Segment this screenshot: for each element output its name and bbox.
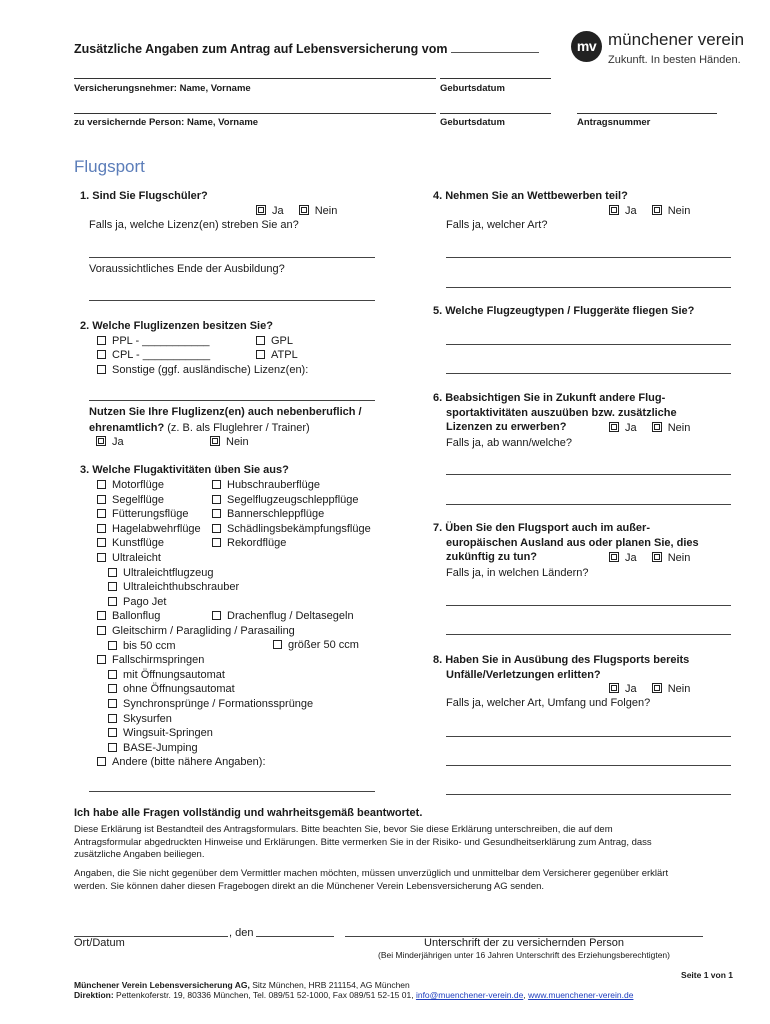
footer-company: Münchener Verein Lebensversicherung AG, Sitz München, HRB 211154, AG München — [74, 980, 410, 990]
q1-end-field[interactable] — [89, 300, 375, 301]
q2-other-field[interactable] — [89, 400, 375, 401]
q5-question: 5. Welche Flugzeugtypen / Fluggeräte fliegen Sie? — [433, 305, 695, 317]
q6-field-1[interactable] — [446, 474, 731, 475]
q3-option[interactable]: Kunstflüge — [97, 536, 313, 551]
application-number-label: Antragsnummer — [577, 117, 651, 128]
q8-followup: Falls ja, welcher Art, Umfang und Folgen? — [446, 697, 651, 709]
q6-question: 6. Beabsichtigen Sie in Zukunft andere Flug- sportaktivitäten auszuüben bzw. zusätzliche Lizenzen zu erwerben? — [433, 392, 677, 434]
section-title: Flugsport — [74, 157, 145, 176]
q3-option[interactable]: Segelflugzeugschleppflüge — [212, 493, 371, 508]
q3-option[interactable]: Wingsuit-Springen — [97, 726, 313, 741]
mv-logo-icon: mv — [571, 31, 602, 62]
q4-followup: Falls ja, welcher Art? — [446, 219, 548, 231]
q6-no-checkbox[interactable] — [652, 422, 662, 432]
q4-no-checkbox[interactable] — [652, 205, 662, 215]
q1-question: 1. Sind Sie Flugschüler? — [80, 190, 208, 202]
q3-option[interactable]: Ballonflug — [97, 609, 313, 624]
form-title: Zusätzliche Angaben zum Antrag auf Lebensversicherung vom — [74, 42, 539, 56]
q4-options: Ja Nein — [609, 204, 690, 219]
q3-over50[interactable]: größer 50 ccm — [273, 638, 359, 653]
q4-question: 4. Nehmen Sie an Wettbewerben teil? — [433, 190, 628, 202]
q5-field-1[interactable] — [446, 344, 731, 345]
q3-option[interactable]: Segelflüge — [97, 493, 313, 508]
q7-followup: Falls ja, in welchen Ländern? — [446, 567, 589, 579]
q8-field-3[interactable] — [446, 794, 731, 795]
q1-yes-checkbox[interactable] — [256, 205, 266, 215]
insured-label: zu versichernde Person: Name, Vorname — [74, 117, 259, 128]
q3-option[interactable]: mit Öffnungsautomat — [97, 668, 313, 683]
website-link[interactable]: www.muenchener-verein.de — [528, 990, 634, 1000]
q4-yes-checkbox[interactable] — [609, 205, 619, 215]
q6-followup: Falls ja, ab wann/welche? — [446, 437, 572, 449]
q2-side-yes[interactable]: Ja — [96, 435, 124, 450]
birthdate2-label: Geburtsdatum — [440, 117, 505, 128]
q3-other-field[interactable] — [89, 791, 375, 792]
q8-field-2[interactable] — [446, 765, 731, 766]
q2-side-no[interactable]: Nein — [210, 435, 249, 450]
q7-question: 7. Üben Sie den Flugsport auch im außer- europäischen Ausland aus oder planen Sie, dies zukünftig zu tun? — [433, 522, 699, 564]
q3-option[interactable]: Synchronsprünge / Formationssprünge — [97, 697, 313, 712]
q8-yes-checkbox[interactable] — [609, 683, 619, 693]
q3-option[interactable]: bis 50 ccm — [97, 639, 313, 654]
q8-question: 8. Haben Sie in Ausübung des Flugsports bereits Unfälle/Verletzungen erlitten? — [433, 654, 690, 681]
q1-no-checkbox[interactable] — [299, 205, 309, 215]
q3-option[interactable]: Motorflüge — [97, 478, 313, 493]
q7-options: Ja Nein — [609, 551, 690, 566]
q7-field-2[interactable] — [446, 634, 731, 635]
policyholder-name-field[interactable] — [74, 78, 436, 79]
policyholder-birthdate-field[interactable] — [440, 78, 551, 79]
q3-question: 3. Welche Flugaktivitäten üben Sie aus? — [80, 464, 289, 476]
q3-hang[interactable]: Drachenflug / Deltasegeln — [212, 609, 354, 624]
q3-option[interactable]: Ultraleicht — [97, 551, 313, 566]
q8-field-1[interactable] — [446, 736, 731, 737]
q3-option[interactable]: Hubschrauberflüge — [212, 478, 371, 493]
declaration-heading: Ich habe alle Fragen vollständig und wahrheitsgemäß beantwortet. — [74, 807, 423, 819]
footer-direction: Direktion: Pettenkoferstr. 19, 80336 München, Tel. 089/51 52-1000, Fax 089/51 52-15 01, info@muenchener-verein.de, www.muenchener-verein.de — [74, 990, 634, 1000]
q7-yes-checkbox[interactable] — [609, 552, 619, 562]
q2-gpl[interactable]: GPL — [256, 334, 293, 349]
q3-option[interactable]: Rekordflüge — [212, 536, 371, 551]
q3-option[interactable]: Schädlingsbekämpfungsflüge — [212, 522, 371, 537]
email-link[interactable]: info@muenchener-verein.de — [415, 990, 524, 1000]
q4-field-1[interactable] — [446, 257, 731, 258]
q2-side-q1: Nutzen Sie Ihre Fluglizenz(en) auch nebenberuflich / — [89, 406, 362, 418]
date-field[interactable] — [256, 936, 334, 937]
declaration-paragraph-1: Diese Erklärung ist Bestandteil des Antragsformulars. Bitte beachten Sie, bevor Sie diese Erklärung unterschreiben, die auf dem Antragsformular abgedruckten Hinweise und Erklärungen. Bitte vermerken Sie in der Risiko- und Gesundheitserklärung zum Antrag, dass zusätzliche Angaben beiliegen. — [74, 824, 652, 860]
q3-option[interactable]: Skysurfen — [97, 712, 313, 727]
logo-tagline: Zukunft. In besten Händen. — [608, 54, 741, 66]
insured-birthdate-field[interactable] — [440, 113, 551, 114]
q1-followup: Falls ja, welche Lizenz(en) streben Sie an? — [89, 219, 299, 231]
q3-option[interactable]: Pago Jet — [97, 595, 313, 610]
q3-option[interactable]: Ultraleichtflugzeug — [97, 566, 313, 581]
q3-option[interactable]: Fütterungsflüge — [97, 507, 313, 522]
application-number-field[interactable] — [577, 113, 717, 114]
q3-option[interactable]: Andere (bitte nähere Angaben): — [97, 755, 313, 770]
q8-no-checkbox[interactable] — [652, 683, 662, 693]
q2-ppl[interactable]: PPL - ___________ — [97, 334, 209, 349]
q1-license-field[interactable] — [89, 257, 375, 258]
policyholder-label: Versicherungsnehmer: Name, Vorname — [74, 83, 251, 94]
q3-option[interactable]: BASE-Jumping — [97, 741, 313, 756]
q5-field-2[interactable] — [446, 373, 731, 374]
q6-options: Ja Nein — [609, 421, 690, 436]
q7-field-1[interactable] — [446, 605, 731, 606]
q4-field-2[interactable] — [446, 287, 731, 288]
q3-option[interactable]: Bannerschleppflüge — [212, 507, 371, 522]
place-date-label: Ort/Datum — [74, 937, 125, 949]
signature-label: Unterschrift der zu versichernden Person — [424, 937, 624, 949]
date-field[interactable] — [451, 42, 539, 53]
q6-yes-checkbox[interactable] — [609, 422, 619, 432]
q3-option[interactable]: Fallschirmspringen — [97, 653, 313, 668]
q3-option[interactable]: Ultraleichthubschrauber — [97, 580, 313, 595]
q3-option[interactable]: ohne Öffnungsautomat — [97, 682, 313, 697]
q2-other[interactable]: Sonstige (ggf. ausländische) Lizenz(en): — [97, 363, 308, 378]
logo-name: münchener verein — [608, 30, 745, 49]
minor-note: (Bei Minderjährigen unter 16 Jahren Unterschrift des Erziehungsberechtigten) — [378, 950, 670, 960]
q2-cpl[interactable]: CPL - ___________ — [97, 348, 210, 363]
q2-question: 2. Welche Fluglizenzen besitzen Sie? — [80, 320, 273, 332]
den-label: , den — [229, 927, 254, 939]
q2-atpl[interactable]: ATPL — [256, 348, 298, 363]
declaration-paragraph-2: Angaben, die Sie nicht gegenüber dem Vermittler machen möchten, müssen unverzüglich und unmittelbar dem Versicherer gegenüber erklärt werden. Sie können daher diesen Fragebogen direkt an die Münchener Verein Lebensversicherung AG senden. — [74, 868, 669, 892]
insured-name-field[interactable] — [74, 113, 436, 114]
birthdate-label: Geburtsdatum — [440, 83, 505, 94]
q7-no-checkbox[interactable] — [652, 552, 662, 562]
q2-side-q2: ehrenamtlich? (z. B. als Fluglehrer / Trainer) — [89, 422, 310, 434]
q1-options: Ja Nein — [256, 204, 337, 219]
q3-option[interactable]: Gleitschirm / Paragliding / Parasailing — [97, 624, 313, 639]
q1-end-label: Voraussichtliches Ende der Ausbildung? — [89, 263, 285, 275]
q8-options: Ja Nein — [609, 682, 690, 697]
q3-right-list — [212, 478, 371, 551]
q6-field-2[interactable] — [446, 504, 731, 505]
page-number: Seite 1 von 1 — [681, 970, 733, 980]
q3-option[interactable]: Hagelabwehrflüge — [97, 522, 313, 537]
